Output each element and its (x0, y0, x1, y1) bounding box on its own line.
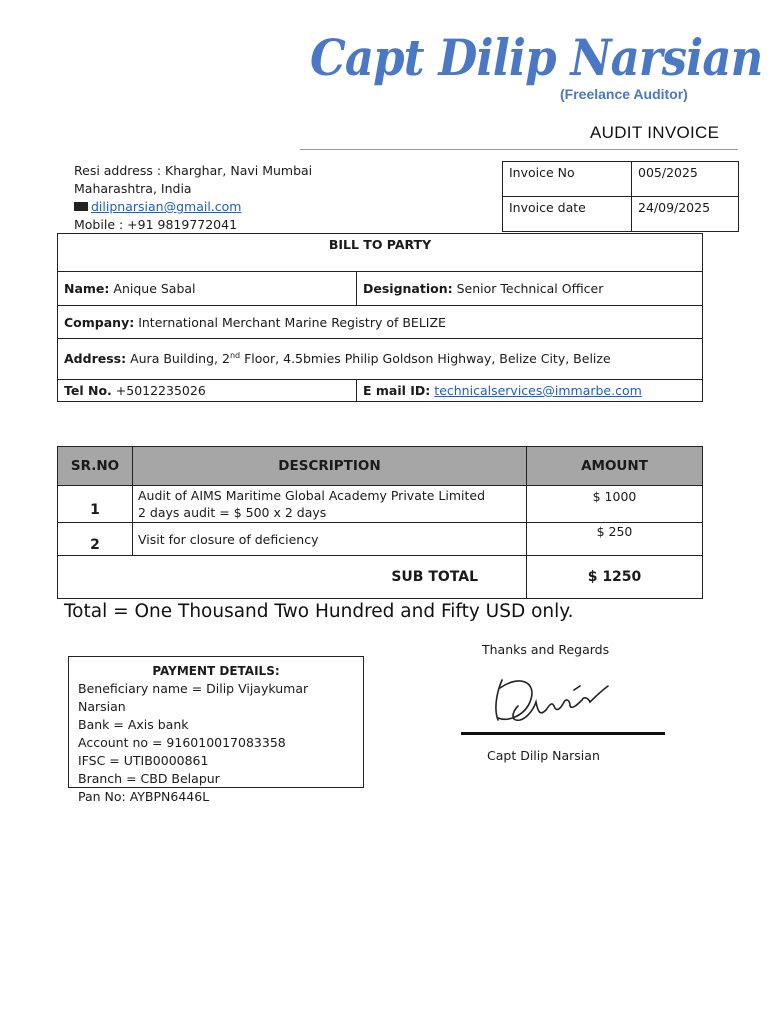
header-divider (300, 149, 738, 150)
sender-address-line1: Resi address : Kharghar, Navi Mumbai (74, 163, 313, 178)
row-amount: $ 1000 (527, 486, 703, 523)
signature-line (461, 732, 665, 735)
subtotal-value: $ 1250 (527, 556, 703, 599)
envelope-icon (74, 202, 88, 211)
thanks-text: Thanks and Regards (482, 642, 610, 657)
bill-to-name-cell (58, 272, 357, 306)
invoice-number-row (503, 162, 739, 197)
row-amount: $ 250 (527, 523, 703, 556)
email-label: E mail ID: (363, 383, 431, 398)
items-header-row (58, 447, 703, 486)
company-label: Company: (64, 314, 135, 330)
items-table (57, 446, 703, 599)
bill-to-tel-cell (58, 380, 357, 402)
total-in-words: Total = One Thousand Two Hundred and Fifty USD only. (64, 601, 574, 622)
signature-image (490, 672, 620, 732)
table-row (58, 523, 703, 556)
table-row (58, 486, 703, 523)
name-value: Anique Sabal (113, 281, 196, 296)
address-value-end: Floor, 4.5bmies Philip Goldson Highway, Belize City, Belize (240, 351, 611, 367)
payment-bank: Bank = Axis bank (78, 717, 189, 732)
tel-label: Tel No. (64, 383, 112, 398)
payment-account: Account no = 916010017083358 (78, 735, 286, 750)
payment-heading: PAYMENT DETAILS: (152, 664, 280, 678)
invoice-number-value: 005/2025 (632, 162, 739, 197)
payment-details-box (68, 656, 364, 804)
sender-address-line2: Maharashtra, India (74, 181, 192, 196)
row-description (133, 486, 527, 523)
invoice-date-row (503, 197, 739, 232)
signatory-name: Capt Dilip Narsian (487, 748, 600, 763)
sender-mobile: Mobile : +91 9819772041 (74, 217, 238, 232)
brand-name: Capt Dilip Narsian (310, 28, 763, 87)
bill-to-address-cell (58, 339, 703, 380)
bill-to-heading: BILL TO PARTY (58, 234, 703, 272)
tel-value: +5012235026 (115, 383, 206, 398)
address-value-start: Aura Building, 2 (130, 351, 230, 367)
bill-to-email-link[interactable]: technicalservices@immarbe.com (434, 383, 642, 398)
sender-email-link[interactable]: dilipnarsian@gmail.com (91, 199, 242, 214)
sender-block (74, 162, 312, 234)
designation-value: Senior Technical Officer (456, 281, 604, 296)
designation-label: Designation: (363, 281, 453, 296)
col-header-description: DESCRIPTION (133, 447, 527, 486)
sender-email-row (74, 198, 312, 216)
row-description-line2: 2 days audit = $ 500 x 2 days (138, 505, 327, 520)
payment-beneficiary: Beneficiary name = Dilip Vijaykumar Narsian (78, 681, 309, 714)
row-description-line1: Audit of AIMS Maritime Global Academy Private Limited (138, 488, 486, 503)
name-label: Name: (64, 281, 110, 296)
address-label: Address: (64, 351, 127, 367)
bill-to-email-cell (357, 380, 703, 402)
row-description: Visit for closure of deficiency (133, 523, 527, 556)
payment-branch: Branch = CBD Belapur (78, 771, 220, 786)
company-value: International Merchant Marine Registry of BELIZE (138, 314, 446, 330)
subtotal-label: SUB TOTAL (58, 556, 527, 599)
bill-to-designation-cell (357, 272, 703, 306)
bill-to-table (57, 233, 703, 402)
address-ordinal-suffix: nd (229, 351, 241, 361)
document-title: AUDIT INVOICE (590, 123, 720, 142)
payment-ifsc: IFSC = UTIB0000861 (78, 753, 209, 768)
invoice-number-label: Invoice No (503, 162, 632, 197)
row-srno: 2 (58, 523, 133, 556)
row-srno: 1 (58, 486, 133, 523)
subtotal-row (58, 556, 703, 599)
bill-to-company-cell (58, 306, 703, 339)
col-header-srno: SR.NO (58, 447, 133, 486)
invoice-meta-table (502, 161, 739, 232)
payment-pan: Pan No: AYBPN6446L (78, 789, 210, 804)
invoice-date-label: Invoice date (503, 197, 632, 232)
brand-subtitle: (Freelance Auditor) (560, 86, 688, 102)
invoice-date-value: 24/09/2025 (632, 197, 739, 232)
col-header-amount: AMOUNT (527, 447, 703, 486)
